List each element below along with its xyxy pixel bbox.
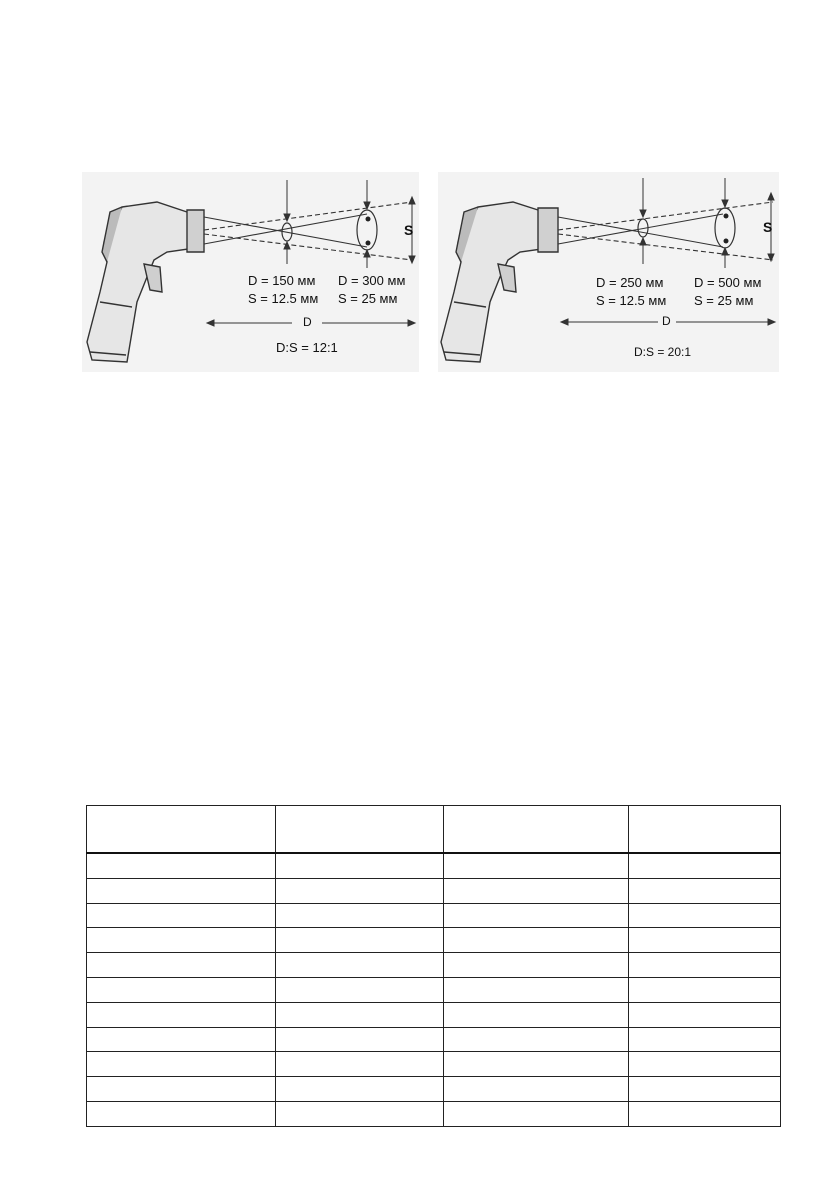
near-spot-label: S = 12.5 мм	[596, 293, 667, 308]
far-spot-label: S = 25 мм	[338, 291, 398, 306]
table-cell	[87, 1027, 276, 1052]
table-cell	[629, 878, 781, 903]
table-cell	[276, 1077, 444, 1102]
table-cell	[629, 953, 781, 978]
table-cell	[629, 1052, 781, 1077]
table-header-cell	[444, 806, 629, 854]
table-cell	[87, 928, 276, 953]
table-cell	[629, 1077, 781, 1102]
ir-thermometer-icon	[441, 202, 558, 362]
ir-thermometer-icon	[87, 202, 204, 362]
table-cell	[87, 1101, 276, 1126]
table-header-row	[87, 806, 781, 854]
table-row	[87, 1052, 781, 1077]
table-cell	[276, 928, 444, 953]
table-row	[87, 928, 781, 953]
table-cell	[629, 977, 781, 1002]
table-cell	[276, 1052, 444, 1077]
table-header-cell	[87, 806, 276, 854]
table-cell	[444, 1027, 629, 1052]
ratio-label: D:S = 12:1	[276, 340, 338, 355]
table-cell	[444, 1101, 629, 1126]
far-distance-label: D = 300 мм	[338, 273, 406, 288]
near-spot-label: S = 12.5 мм	[248, 291, 319, 306]
table-cell	[444, 1077, 629, 1102]
table-cell	[87, 878, 276, 903]
far-distance-label: D = 500 мм	[694, 275, 762, 290]
figure-ds-20-1	[438, 172, 779, 372]
table-cell	[629, 853, 781, 878]
far-spot-label: S = 25 мм	[694, 293, 754, 308]
table-header-cell	[629, 806, 781, 854]
table-cell	[276, 953, 444, 978]
table-cell	[444, 1052, 629, 1077]
table-cell	[87, 903, 276, 928]
table-cell	[87, 1052, 276, 1077]
table-cell	[444, 928, 629, 953]
near-distance-label: D = 150 мм	[248, 273, 316, 288]
table-cell	[276, 853, 444, 878]
table-cell	[276, 1002, 444, 1027]
table-cell	[444, 977, 629, 1002]
table-cell	[87, 953, 276, 978]
table-cell	[276, 1027, 444, 1052]
table-cell	[629, 903, 781, 928]
table-row	[87, 1002, 781, 1027]
table-row	[87, 1027, 781, 1052]
near-distance-label: D = 250 мм	[596, 275, 664, 290]
thermometer-beam-diagram	[438, 172, 779, 372]
table-cell	[87, 1002, 276, 1027]
distance-axis-label: D	[303, 315, 312, 329]
table-cell	[444, 853, 629, 878]
table-row	[87, 977, 781, 1002]
table-cell	[444, 1002, 629, 1027]
table-row	[87, 878, 781, 903]
table-cell	[87, 977, 276, 1002]
table-cell	[276, 903, 444, 928]
table-cell	[87, 853, 276, 878]
figure-ds-12-1	[82, 172, 419, 372]
spot-size-label: S	[763, 219, 773, 235]
spot-size-label: S	[404, 222, 414, 238]
table-cell	[444, 903, 629, 928]
table-row	[87, 903, 781, 928]
table-cell	[629, 928, 781, 953]
table-cell	[87, 1077, 276, 1102]
table-row	[87, 853, 781, 878]
table-cell	[444, 953, 629, 978]
ratio-label: D:S = 20:1	[634, 345, 692, 359]
table-cell	[276, 977, 444, 1002]
table-cell	[629, 1027, 781, 1052]
table-cell	[276, 878, 444, 903]
spec-table	[86, 805, 781, 1127]
table-cell	[629, 1002, 781, 1027]
table-row	[87, 1101, 781, 1126]
table-row	[87, 953, 781, 978]
table-cell	[629, 1101, 781, 1126]
thermometer-beam-diagram	[82, 172, 419, 372]
table-cell	[444, 878, 629, 903]
table-header-cell	[276, 806, 444, 854]
distance-axis-label: D	[662, 314, 671, 328]
table-cell	[276, 1101, 444, 1126]
table-row	[87, 1077, 781, 1102]
